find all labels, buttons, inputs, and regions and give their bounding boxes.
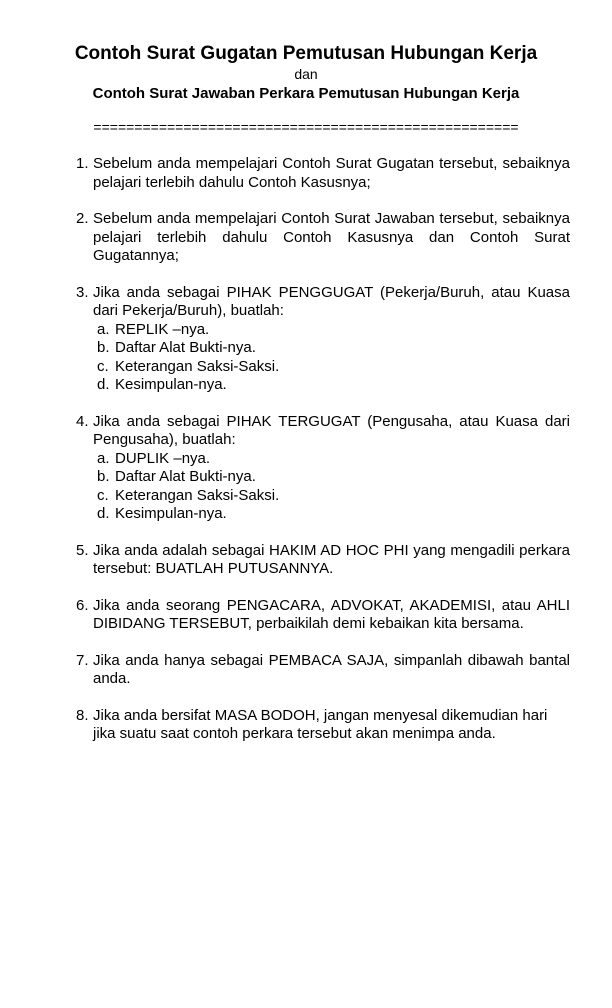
item-text: Sebelum anda mempelajari Contoh Surat Jawaban tersebut, sebaiknya pelajari terlebih dahulu Contoh Kasusnya dan Contoh Surat Gugatannya;: [93, 210, 570, 264]
sub-item-letter: a.: [97, 449, 110, 467]
item-text: Jika anda hanya sebagai PEMBACA SAJA, simpanlah dibawah bantal anda.: [93, 651, 570, 687]
list-item: [76, 284, 570, 395]
sub-item-text: DUPLIK –nya.: [115, 449, 211, 467]
item-number: 8.: [76, 706, 89, 724]
sub-item-text: Daftar Alat Bukti-nya.: [115, 339, 256, 356]
list-item: [76, 210, 570, 266]
item-text: Jika anda bersifat MASA BODOH, jangan menyesal dikemudian hari jika suatu saat contoh perkara tersebut akan menimpa anda.: [93, 706, 548, 742]
sub-item-letter: a.: [97, 320, 110, 338]
sub-item-text: Keterangan Saksi-Saksi.: [115, 486, 280, 504]
sub-item: [97, 358, 570, 377]
item-text: Jika anda seorang PENGACARA, ADVOKAT, AKADEMISI, atau AHLI DIBIDANG TERSEBUT, perbaikilah demi kebaikan kita bersama.: [93, 596, 570, 632]
sub-item: [97, 339, 570, 358]
list-item: [76, 652, 570, 689]
item-text: Jika anda adalah sebagai HAKIM AD HOC PHI yang mengadili perkara tersebut: BUATLAH PUTUSANNYA.: [93, 541, 570, 577]
item-text: Sebelum anda mempelajari Contoh Surat Gugatan tersebut, sebaiknya pelajari terlebih dahulu Contoh Kasusnya;: [93, 155, 570, 191]
document-title: Contoh Surat Gugatan Pemutusan Hubungan Kerja: [74, 43, 538, 64]
sub-item-letter: b.: [97, 468, 110, 485]
list-item: [76, 155, 570, 192]
sub-item: [97, 505, 570, 524]
divider-line: ====================================================: [93, 119, 519, 135]
item-number: 3.: [76, 283, 89, 301]
item-text: Jika anda sebagai PIHAK TERGUGAT (Pengusaha, atau Kuasa dari Pengusaha), buatlah:: [93, 412, 570, 448]
sub-item: [97, 487, 570, 506]
item-number: 5.: [76, 541, 89, 559]
item-number: 1.: [76, 155, 89, 172]
sub-item: [97, 468, 570, 487]
list-item: [76, 707, 570, 744]
item-number: 2.: [76, 210, 89, 227]
document-subtitle: Contoh Surat Jawaban Perkara Pemutusan Hubungan Kerja: [92, 85, 520, 102]
sub-item-letter: d.: [97, 376, 110, 393]
sub-item-text: REPLIK –nya.: [115, 320, 210, 338]
item-text: Jika anda sebagai PIHAK PENGGUGAT (Pekerja/Buruh, atau Kuasa dari Pekerja/Buruh), buatlah:: [93, 283, 570, 319]
item-number: 4.: [76, 412, 89, 430]
item-number: 6.: [76, 596, 89, 614]
item-number: 7.: [76, 651, 89, 669]
sub-item-letter: b.: [97, 339, 110, 356]
sub-item-text: Kesimpulan-nya.: [115, 505, 227, 522]
list-item: [76, 597, 570, 634]
instruction-list: [0, 155, 612, 762]
sub-item-text: Kesimpulan-nya.: [115, 376, 227, 393]
sub-item-letter: c.: [97, 357, 109, 375]
sub-item: [97, 376, 570, 395]
sub-item: [97, 450, 570, 469]
list-item: [76, 413, 570, 524]
sub-item-text: Daftar Alat Bukti-nya.: [115, 468, 256, 485]
list-item: [76, 542, 570, 579]
sub-item-letter: d.: [97, 505, 110, 522]
sub-item: [97, 321, 570, 340]
title-connector: dan: [294, 66, 318, 82]
sub-item-letter: c.: [97, 486, 109, 504]
sub-item-text: Keterangan Saksi-Saksi.: [115, 357, 280, 375]
